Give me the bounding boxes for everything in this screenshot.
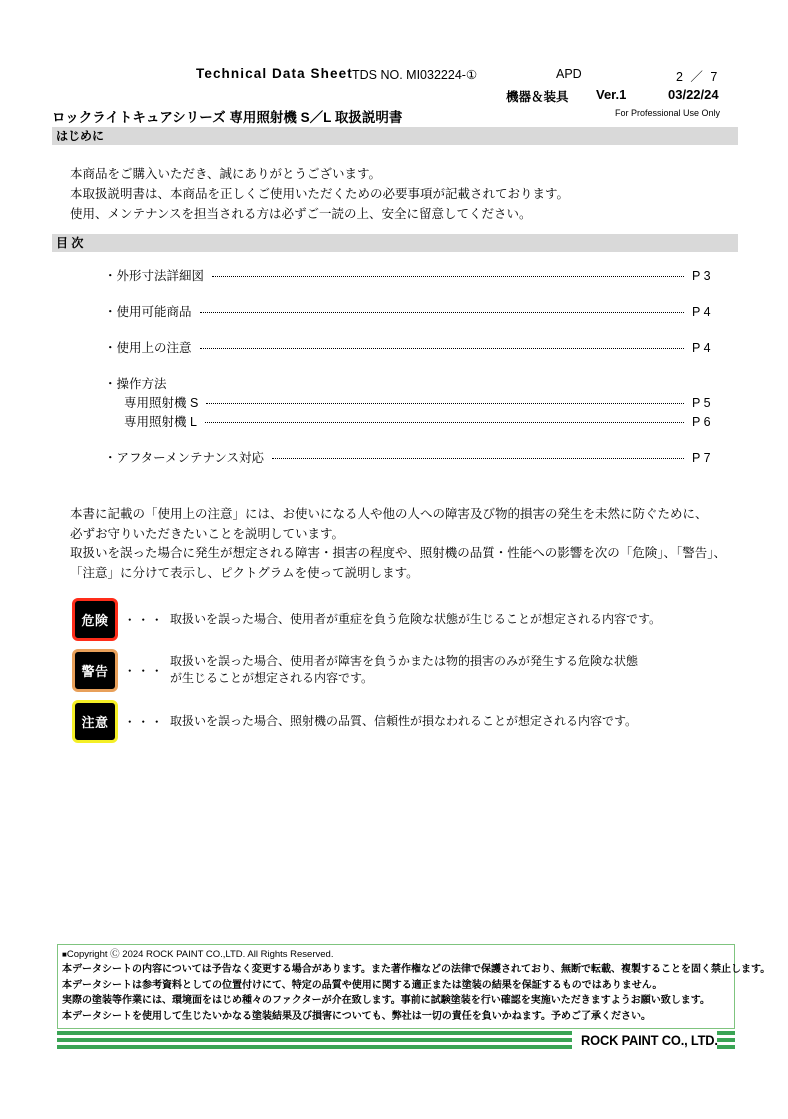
leader-dots: ・・・ <box>123 714 165 729</box>
brand-stripe <box>57 1031 572 1035</box>
toc-leader-dots <box>272 450 684 462</box>
intro-line: 本商品をご購入いただき、誠にありがとうございます。 <box>70 167 382 181</box>
toc-entry-page: P 4 <box>692 341 711 355</box>
pictogram-row-caution <box>72 696 752 746</box>
leader-dots: ・・・ <box>123 663 165 678</box>
description-line: 取扱いを誤った場合、使用者が障害を負うかまたは物的損害のみが発生する危険な状態 <box>170 654 639 668</box>
footer-disclaimer-box <box>57 944 771 1029</box>
toc-leader-dots <box>212 268 684 280</box>
bullet-square-icon: ■ <box>62 950 67 959</box>
explanation-line: 本書に記載の「使用上の注意」には、お使いになる人や他の人への障害及び物的損害の発生を未然に防ぐために、 <box>70 507 708 521</box>
department-code: APD <box>556 67 582 81</box>
description-line: が生じることが想定される内容です。 <box>170 671 374 685</box>
pictogram-row-danger <box>72 594 752 644</box>
disclaimer-line: 本データシートは参考資料としての位置付けにて、特定の品質や使用に関する適正または塗装の結果を保証するものではありません。 <box>62 979 663 991</box>
toc-leader-dots <box>206 395 684 407</box>
disclaimer-line: 実際の塗装等作業には、環境面をはじめ種々のファクターが介在致します。事前に試験塗装を行い確認を実施いただきますようお願い致します。 <box>62 995 710 1006</box>
toc-entry-label: 専用照射機 L <box>124 415 197 429</box>
brand-footer-bar <box>57 1029 735 1051</box>
description-line: 取扱いを誤った場合、照射機の品質、信頼性が損なわれることが想定される内容です。 <box>170 713 638 728</box>
spacer <box>52 321 738 338</box>
leader-dots: ・・・ <box>123 612 165 627</box>
warning-pictogram-badge: 警告 <box>72 649 118 692</box>
brand-stripe <box>717 1031 735 1035</box>
safety-explanation-paragraph <box>70 505 740 583</box>
spacer <box>52 285 738 302</box>
toc-entry-group-heading <box>52 374 738 393</box>
warning-description <box>170 653 752 687</box>
disclaimer-line: 本データシートの内容については予告なく変更する場合があります。また著作権などの法律で保護されており、無断で転載、複製することを固く禁止します。 <box>62 964 771 975</box>
version-label: Ver.1 <box>596 87 627 102</box>
pictogram-row-warning <box>72 644 752 696</box>
toc-leader-dots <box>200 304 684 316</box>
spacer <box>52 357 738 374</box>
section-header-intro: はじめに <box>52 127 738 145</box>
copyright-line <box>62 948 730 962</box>
toc-entry[interactable] <box>52 266 738 285</box>
toc-entry[interactable] <box>52 393 738 412</box>
professional-use-note: For Professional Use Only <box>615 108 721 118</box>
brand-stripe <box>717 1045 735 1049</box>
tds-number: TDS NO. MI032224-① <box>352 68 478 82</box>
disclaimer-line: 本データシートを使用して生じたいかなる塗装結果及び損害についても、弊社は一切の責任を負いかねます。予めご了承ください。 <box>62 1010 651 1022</box>
toc-entry-label: ・アフターメンテナンス対応 <box>104 451 265 465</box>
toc-entry[interactable] <box>52 338 738 357</box>
brand-stripe <box>717 1038 735 1042</box>
toc-entry[interactable] <box>52 302 738 321</box>
intro-paragraph <box>70 164 569 224</box>
issue-date: 03/22/24 <box>668 87 719 102</box>
explanation-line: 取扱いを誤った場合に発生が想定される障害・損害の程度や、照射機の品質・性能への影響を次の「危険」、「警告」、 <box>70 546 727 560</box>
section-header-toc: 目 次 <box>52 234 738 252</box>
danger-pictogram-badge: 危険 <box>72 598 118 641</box>
toc-entry-page: P 3 <box>692 269 711 283</box>
pictogram-legend <box>72 594 752 746</box>
toc-entry-page: P 7 <box>692 451 711 465</box>
danger-description <box>170 611 752 628</box>
explanation-line: 「注意」に分けて表示し、ピクトグラムを使って説明します。 <box>70 565 419 580</box>
toc-entry-page: P 4 <box>692 305 711 319</box>
toc-entry-label: 専用照射機 S <box>124 396 199 410</box>
toc-entry-label: ・使用可能商品 <box>104 305 192 319</box>
toc-entry[interactable] <box>52 412 738 431</box>
toc-entry-page: P 6 <box>692 415 711 429</box>
toc-entry-label: ・外形寸法詳細図 <box>104 269 205 283</box>
intro-line: 本取扱説明書は、本商品を正しくご使用いただくための必要事項が記載されております。 <box>70 187 570 201</box>
caution-pictogram-badge: 注意 <box>72 700 118 743</box>
company-logo-text: ROCK PAINT CO., LTD. <box>581 1032 718 1048</box>
copyright-text: Copyright Ⓒ 2024 ROCK PAINT CO.,LTD. All Rights Reserved. <box>66 949 334 960</box>
intro-line: 使用、メンテナンスを担当される方は必ずご一読の上、安全に留意してください。 <box>70 207 532 221</box>
toc-entry-label: ・使用上の注意 <box>104 341 192 355</box>
toc-entry-page: P 5 <box>692 396 711 410</box>
product-title: ロックライトキュアシリーズ 専用照射機 S／L 取扱説明書 <box>52 110 403 125</box>
toc-leader-dots <box>205 414 684 426</box>
toc-leader-dots <box>200 340 684 352</box>
caution-description <box>170 713 752 730</box>
brand-stripe <box>57 1045 572 1049</box>
spacer <box>52 431 738 448</box>
toc-entry[interactable] <box>52 448 738 467</box>
department-label: 機器＆装具 <box>506 90 569 104</box>
page-indicator: 2 ／ 7 <box>676 70 720 84</box>
description-line: 取扱いを誤った場合、使用者が重症を負う危険な状態が生じることが想定される内容です。 <box>170 611 662 626</box>
document-type-title: Technical Data Sheet <box>196 66 353 81</box>
brand-stripe <box>57 1038 572 1042</box>
explanation-line: 必ずお守りいただきたいことを説明しています。 <box>70 526 345 541</box>
toc-leader-dots <box>175 376 684 388</box>
toc-entry-label: ・操作方法 <box>104 377 167 391</box>
table-of-contents <box>52 266 738 467</box>
document-header <box>0 62 788 125</box>
